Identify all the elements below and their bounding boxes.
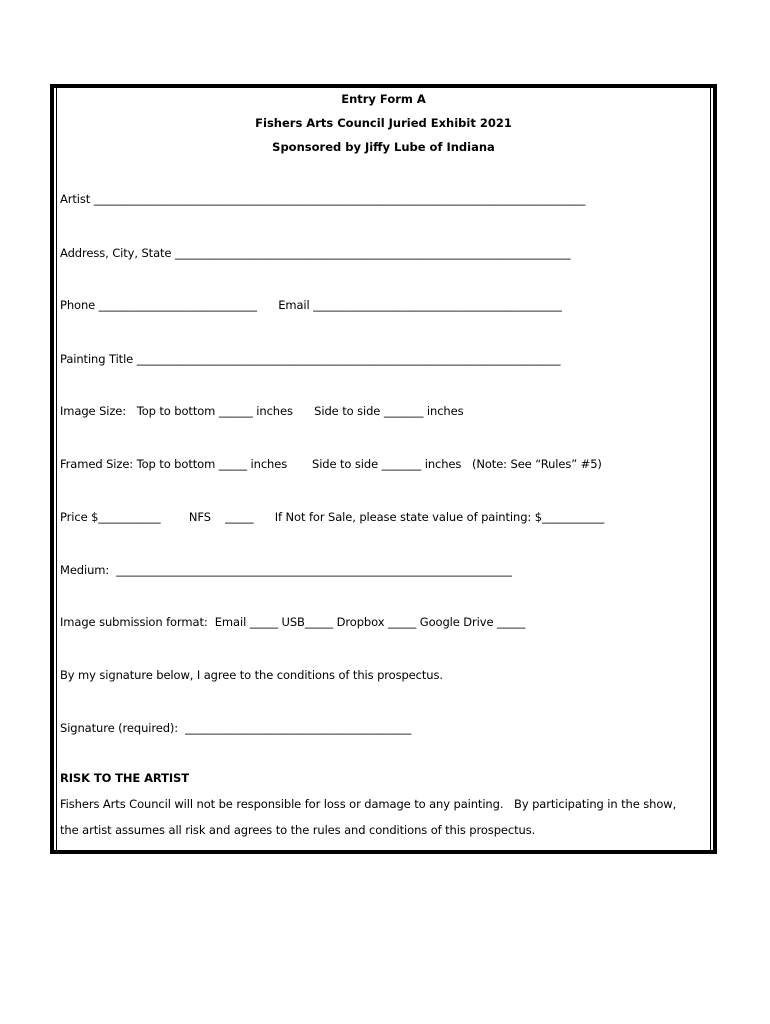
signature-field[interactable]: Signature (required): ________________________________________ bbox=[60, 721, 412, 735]
agreement-text: By my signature below, I agree to the conditions of this prospectus. bbox=[60, 668, 443, 682]
exhibit-title: Fishers Arts Council Juried Exhibit 2021 bbox=[255, 116, 512, 130]
risk-heading: RISK TO THE ARTIST bbox=[60, 771, 189, 785]
submission-format-field[interactable]: Image submission format: Email _____ USB_____ Dropbox _____ Google Drive _____ bbox=[60, 615, 526, 629]
framed-size-field[interactable]: Framed Size: Top to bottom _____ inches Side to side _______ inches (Note: See “Rules” #5) bbox=[60, 457, 602, 471]
image-size-field[interactable]: Image Size: Top to bottom ______ inches Side to side _______ inches bbox=[60, 404, 464, 418]
frame-inner-right-rule bbox=[710, 84, 711, 854]
sponsor-line: Sponsored by Jiffy Lube of Indiana bbox=[272, 140, 495, 154]
price-field[interactable]: Price $___________ NFS _____ If Not for Sale, please state value of painting: $___________ bbox=[60, 510, 605, 524]
entry-form-frame bbox=[50, 84, 717, 854]
frame-inner-left-rule bbox=[56, 84, 57, 854]
form-title: Entry Form A bbox=[341, 92, 426, 106]
artist-field[interactable]: Artist _______________________________________________________________________________________ bbox=[60, 192, 586, 206]
phone-email-field[interactable]: Phone ____________________________ Email ____________________________________________ bbox=[60, 298, 562, 312]
risk-text-line-2: the artist assumes all risk and agrees to the rules and conditions of this prospectus. bbox=[60, 823, 536, 837]
risk-text-line-1: Fishers Arts Council will not be responsible for loss or damage to any painting. By participating in the show, bbox=[60, 797, 677, 811]
medium-field[interactable]: Medium: ______________________________________________________________________ bbox=[60, 563, 512, 577]
painting-title-field[interactable]: Painting Title ___________________________________________________________________________ bbox=[60, 352, 561, 366]
address-field[interactable]: Address, City, State ______________________________________________________________________ bbox=[60, 246, 571, 260]
